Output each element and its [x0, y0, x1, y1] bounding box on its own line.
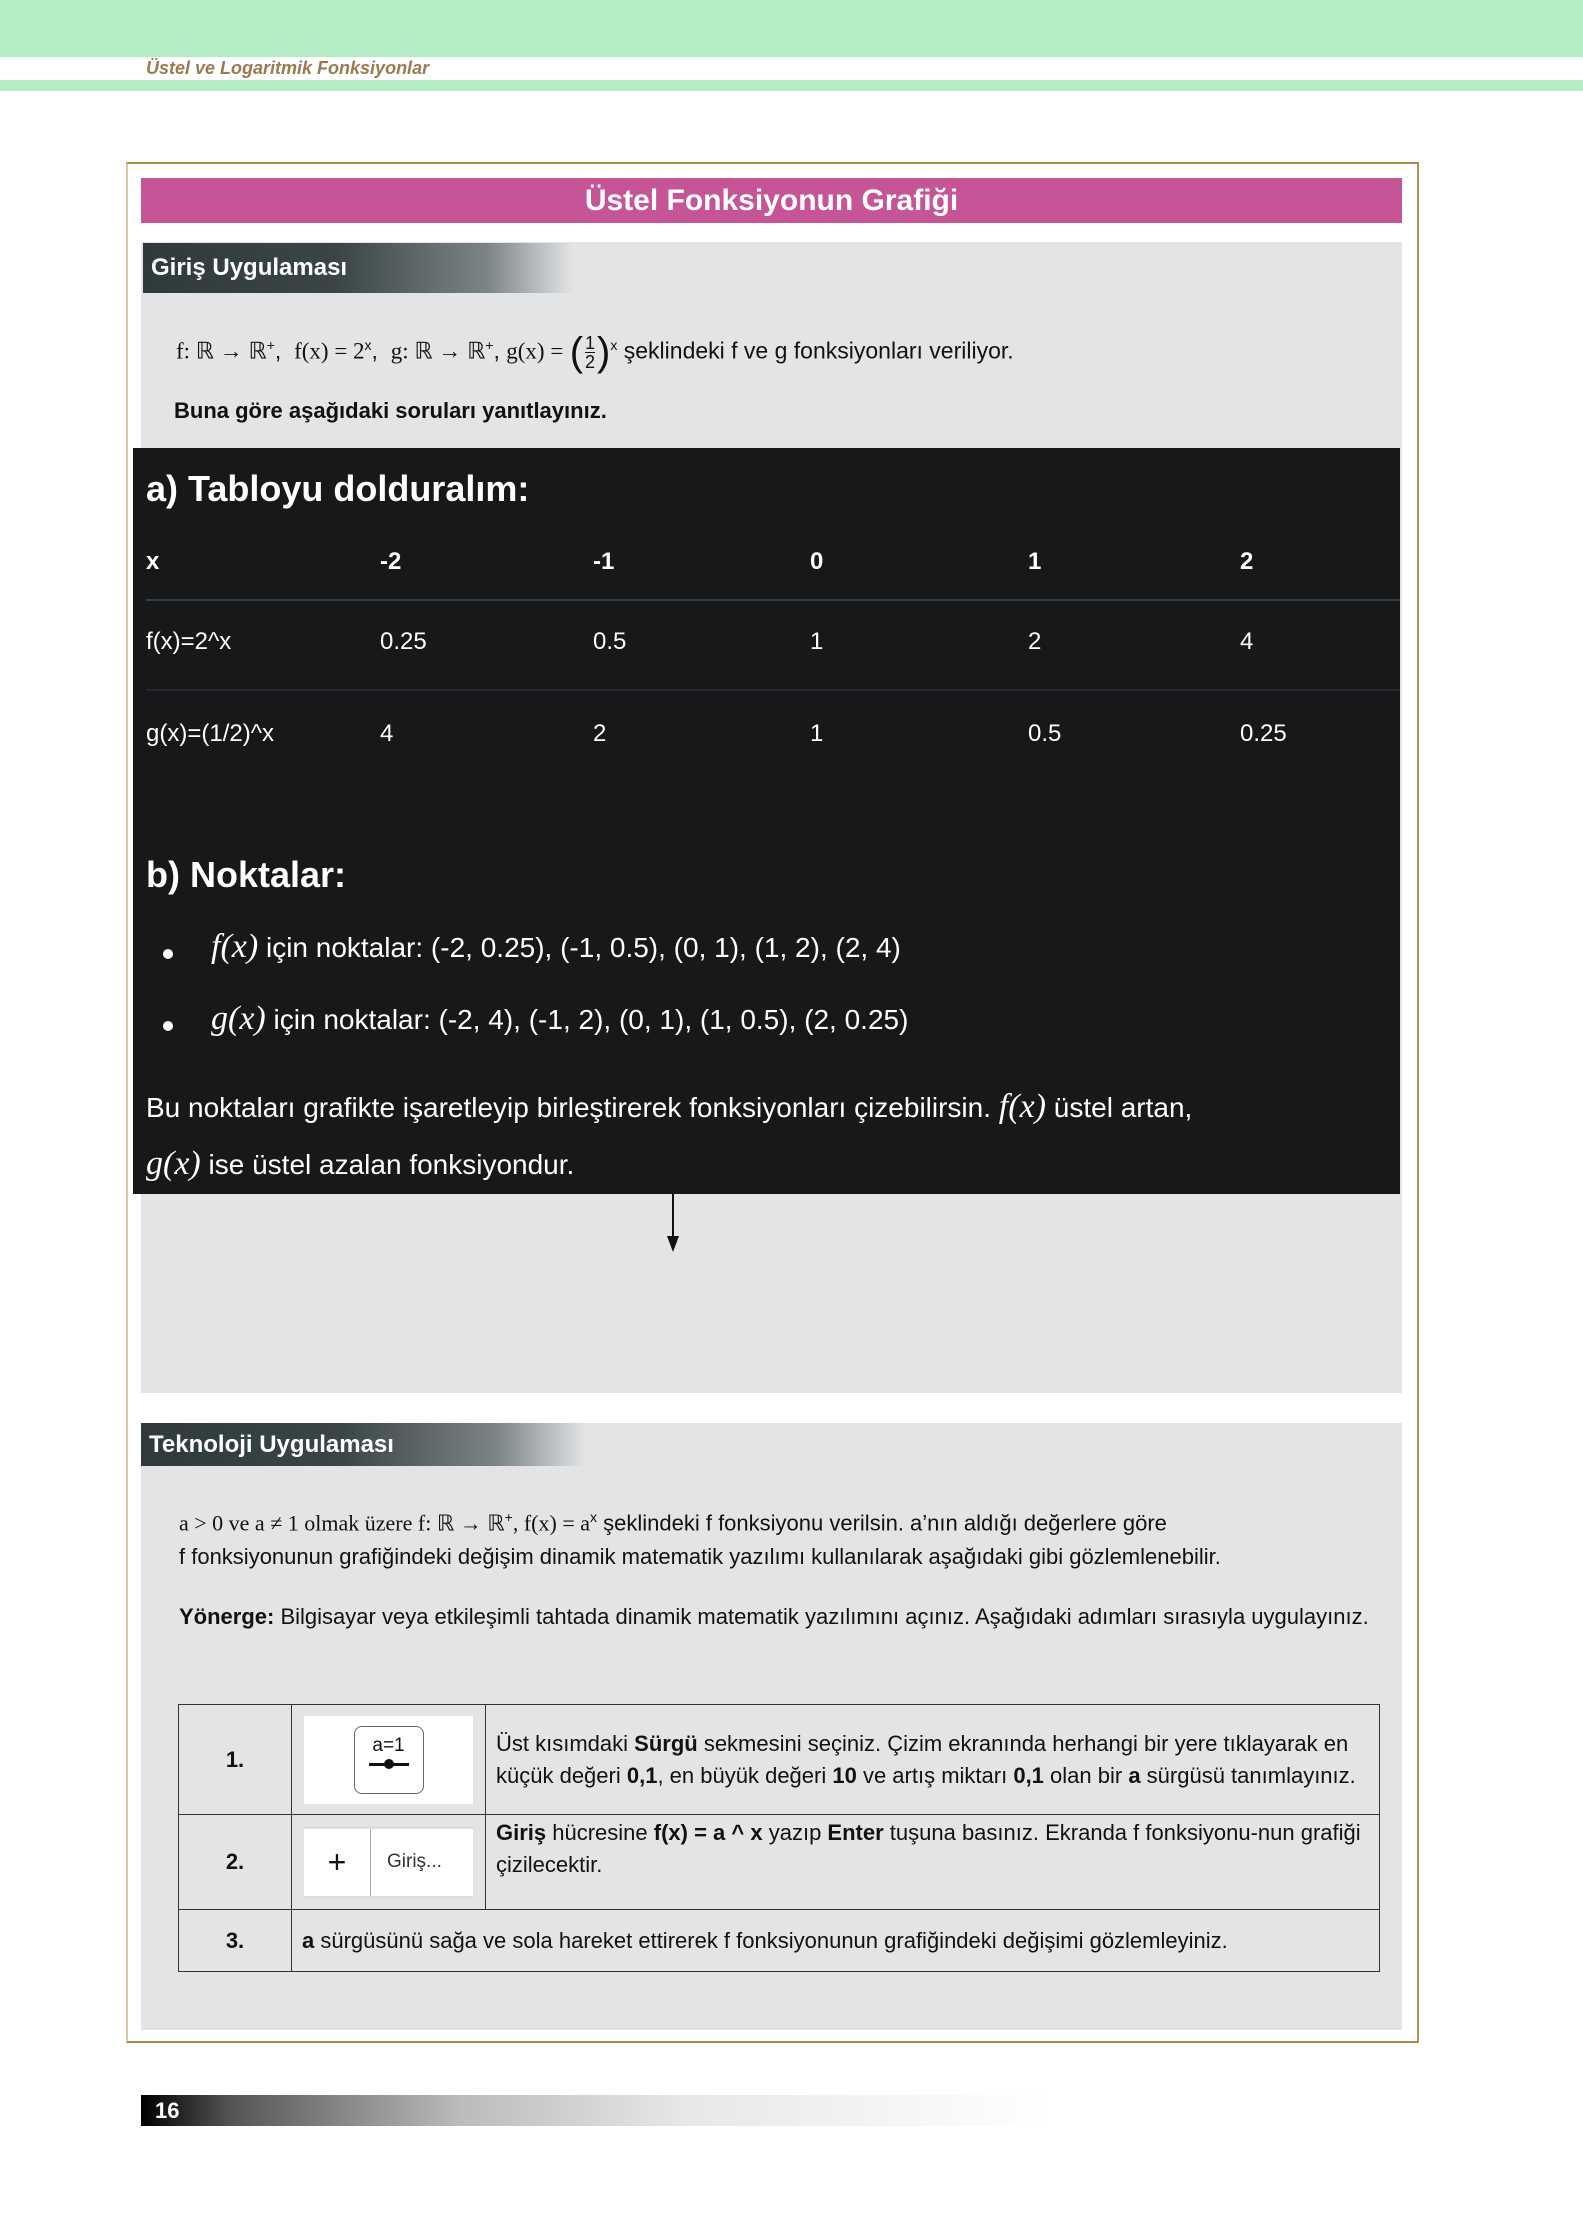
sup: x	[610, 336, 618, 353]
f-points: f(x) için noktalar: (-2, 0.25), (-1, 0.5), (0, 1), (1, 2), (2, 4)	[211, 928, 901, 965]
slider-tool-button[interactable]	[304, 1716, 473, 1804]
table-cell: g(x)=(1/2)^x	[146, 720, 274, 747]
table-header-cell: 2	[1240, 548, 1254, 575]
bullet-icon	[163, 949, 173, 959]
bullet-icon	[163, 1021, 173, 1031]
table-header-cell: 0	[810, 548, 824, 575]
table-cell: 2	[593, 720, 607, 747]
running-title: Üstel ve Logaritmik Fonksiyonlar	[146, 58, 430, 78]
input-bar[interactable]	[304, 1826, 473, 1899]
table-cell: 4	[380, 720, 394, 747]
header-band-lower	[0, 80, 1583, 91]
formula-g: g(x) =	[506, 338, 564, 364]
table-header-cell: -2	[380, 548, 402, 575]
step-row	[179, 1910, 1380, 1972]
step-text: Giriş hücresine f(x) = a ^ x yazıp Enter tuşuna basınız. Ekranda f fonksiyonu-nun grafiği çizilecektir.	[486, 1815, 1380, 1910]
page-number: 16	[141, 2095, 1051, 2126]
divider	[146, 599, 1400, 601]
fraction: $\frac{1}{2}$	[585, 333, 596, 372]
formula-suffix: şeklindeki f ve g fonksiyonları veriliyor.	[623, 337, 1014, 364]
formula-f-domain: f: ℝ → ℝ	[176, 338, 267, 364]
table-cell: 4	[1240, 628, 1254, 655]
conclusion-line2: g(x) ise üstel azalan fonksiyondur.	[146, 1145, 575, 1182]
step-number: 2.	[179, 1815, 292, 1910]
table-title: a) Tabloyu dolduralım:	[146, 468, 530, 509]
sup: +	[266, 336, 275, 353]
table-header-cell: 1	[1028, 548, 1042, 575]
conclusion-line1: Bu noktaları grafikte işaretleyip birleştirerek fonksiyonları çizebilirsin. f(x) üstel artan,	[146, 1088, 1193, 1125]
table-cell: 0.5	[593, 628, 627, 655]
table-cell: 0.5	[1028, 720, 1062, 747]
table-cell: 1	[810, 628, 824, 655]
tech-label: Teknoloji Uygulaması	[141, 1423, 586, 1466]
step-text: a sürgüsünü sağa ve sola hareket ettirerek f fonksiyonunun grafiğindeki değişimi gözlemleyiniz.	[292, 1910, 1380, 1972]
answer-overlay	[133, 448, 1400, 1194]
slider-icon: a=1	[354, 1726, 424, 1794]
points-title: b) Noktalar:	[146, 854, 347, 895]
directive: Yönerge: Bilgisayar veya etkileşimli tahtada dinamik matematik yazılımını açınız. Aşağıdaki adımları sırasıyla uygulayınız.	[179, 1604, 1369, 1629]
down-arrow-icon	[665, 1194, 681, 1254]
table-cell: 2	[1028, 628, 1042, 655]
intro-instruction: Buna göre aşağıdaki soruları yanıtlayınız.	[174, 398, 607, 423]
sup: x	[364, 336, 372, 353]
intro-label: Giriş Uygulaması	[143, 243, 573, 293]
table-cell: 0.25	[380, 628, 427, 655]
header-band	[0, 0, 1583, 57]
table-header-cell: -1	[593, 548, 615, 575]
divider	[146, 689, 1400, 691]
sup: +	[485, 336, 494, 353]
page-title: Üstel Fonksiyonun Grafiği	[141, 178, 1402, 223]
plus-icon[interactable]: +	[304, 1829, 371, 1896]
step-text: Üst kısımdaki Sürgü sekmesini seçiniz. Çizim ekranında herhangi bir yere tıklayarak en küçük değeri 0,1, en büyük değeri 10 ve artış miktarı 0,1 olan bir a sürgüsü tanımlayınız.	[486, 1705, 1380, 1815]
input-field[interactable]: Giriş...	[387, 1850, 442, 1872]
intro-formula: f: ℝ → ℝ+, $f(x) = 2^x$, g: ℝ → ℝ+, g(x) = ( $\frac{1}{2}$ )$^x$ şeklindeki f ve g fonksiyonları veriliyor.	[176, 330, 1014, 374]
g-points: g(x) için noktalar: (-2, 4), (-1, 2), (0, 1), (1, 0.5), (2, 0.25)	[211, 1000, 909, 1037]
table-cell: f(x)=2^x	[146, 628, 232, 655]
formula-g-domain: g: ℝ → ℝ	[390, 338, 486, 364]
table-cell: 0.25	[1240, 720, 1287, 747]
formula-f: f(x) = 2	[294, 338, 365, 364]
step-number: 3.	[179, 1910, 292, 1972]
step-row	[179, 1815, 1380, 1910]
step-number: 1.	[179, 1705, 292, 1815]
table-header-cell: x	[146, 548, 160, 575]
table-cell: 1	[810, 720, 824, 747]
step-row	[179, 1705, 1380, 1815]
steps-table	[178, 1704, 1380, 1972]
tech-intro: a > 0 ve a ≠ 1 olmak üzere f: ℝ → ℝ+, $f(x) = a^x$ şeklindeki f fonksiyonu verilsin. a’nın aldığı değerlere göre f fonksiyonunun grafiğindeki değişim dinamik matematik yazılımı kullanılarak aşağıdaki gibi gözlemlenebilir.	[179, 1509, 1221, 1570]
